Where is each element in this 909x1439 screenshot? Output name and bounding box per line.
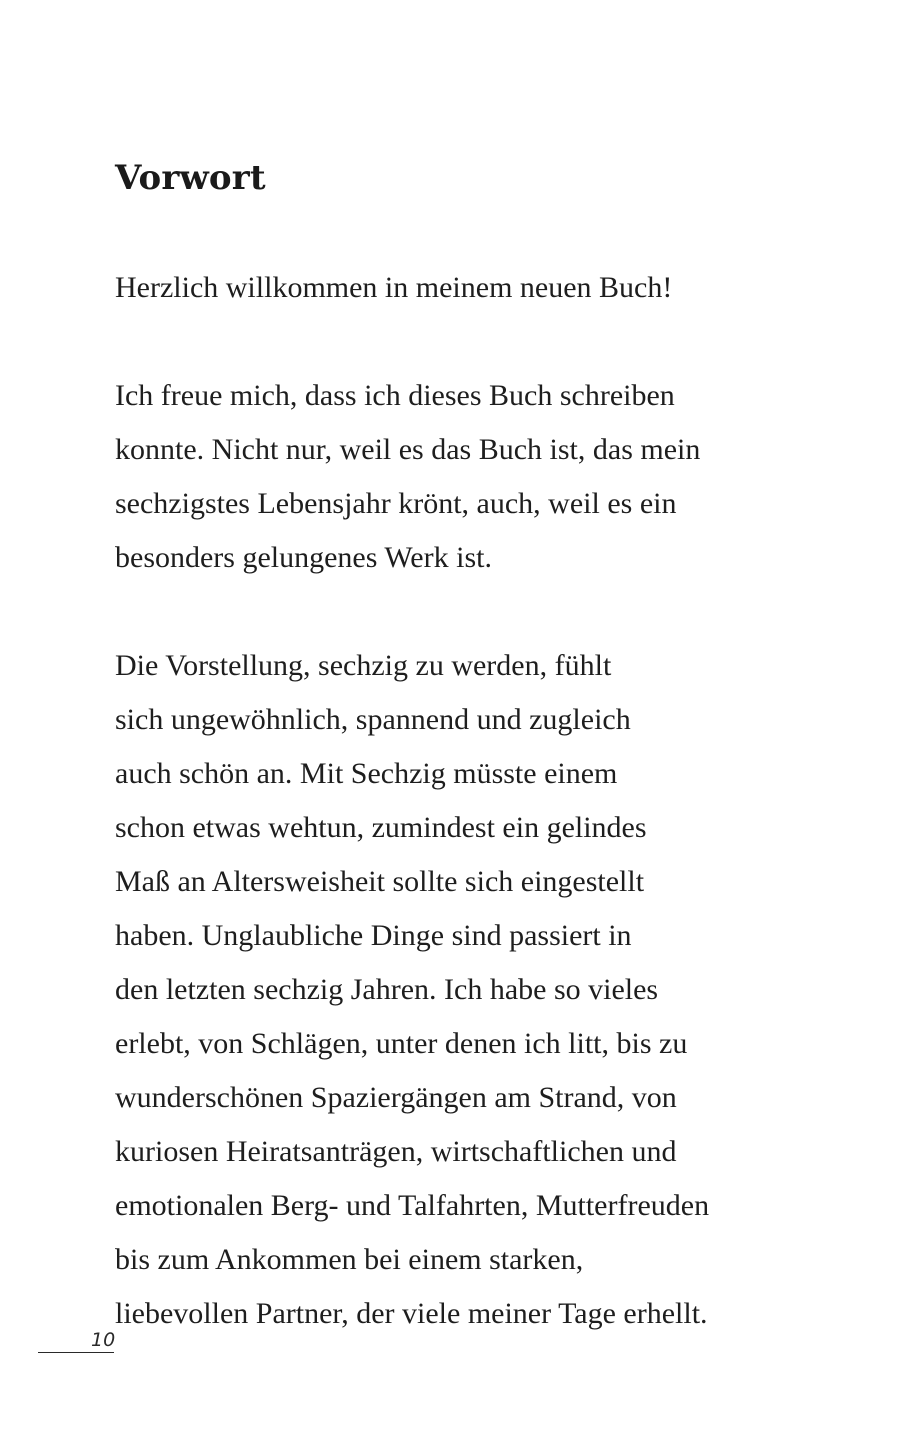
text-line: erlebt, von Schlägen, unter denen ich litt, bis zu [115, 1027, 688, 1060]
text-line: sechzigstes Lebensjahr krönt, auch, weil es ein [115, 487, 677, 520]
paragraph-joy [115, 369, 855, 585]
text-line: bis zum Ankommen bei einem starken, [115, 1243, 584, 1276]
paragraph-welcome [115, 261, 855, 315]
paragraph-sixty [115, 639, 855, 1341]
chapter-heading: Vorwort [115, 158, 266, 198]
text-line: sich ungewöhnlich, spannend und zugleich [115, 703, 631, 736]
text-line: liebevollen Partner, der viele meiner Tage erhellt. [115, 1297, 708, 1330]
text-line: auch schön an. Mit Sechzig müsste einem [115, 757, 618, 790]
footer-rule [38, 1352, 114, 1353]
page-number: 10 [91, 1329, 116, 1351]
text-line: konnte. Nicht nur, weil es das Buch ist, das mein [115, 433, 701, 466]
text-line: Ich freue mich, dass ich dieses Buch schreiben [115, 379, 675, 412]
text-line: besonders gelungenes Werk ist. [115, 541, 492, 574]
text-line: haben. Unglaubliche Dinge sind passiert in [115, 919, 632, 952]
body-text [115, 261, 855, 1395]
text-line: wunderschönen Spaziergängen am Strand, von [115, 1081, 677, 1114]
text-line: kuriosen Heiratsanträgen, wirtschaftlichen und [115, 1135, 677, 1168]
text-line: schon etwas wehtun, zumindest ein gelindes [115, 811, 647, 844]
text-line: emotionalen Berg- und Talfahrten, Mutterfreuden [115, 1189, 710, 1222]
text-line: Maß an Altersweisheit sollte sich eingestellt [115, 865, 645, 898]
text-line: Herzlich willkommen in meinem neuen Buch! [115, 271, 673, 304]
text-line: Die Vorstellung, sechzig zu werden, fühlt [115, 649, 612, 682]
text-line: den letzten sechzig Jahren. Ich habe so vieles [115, 973, 659, 1006]
